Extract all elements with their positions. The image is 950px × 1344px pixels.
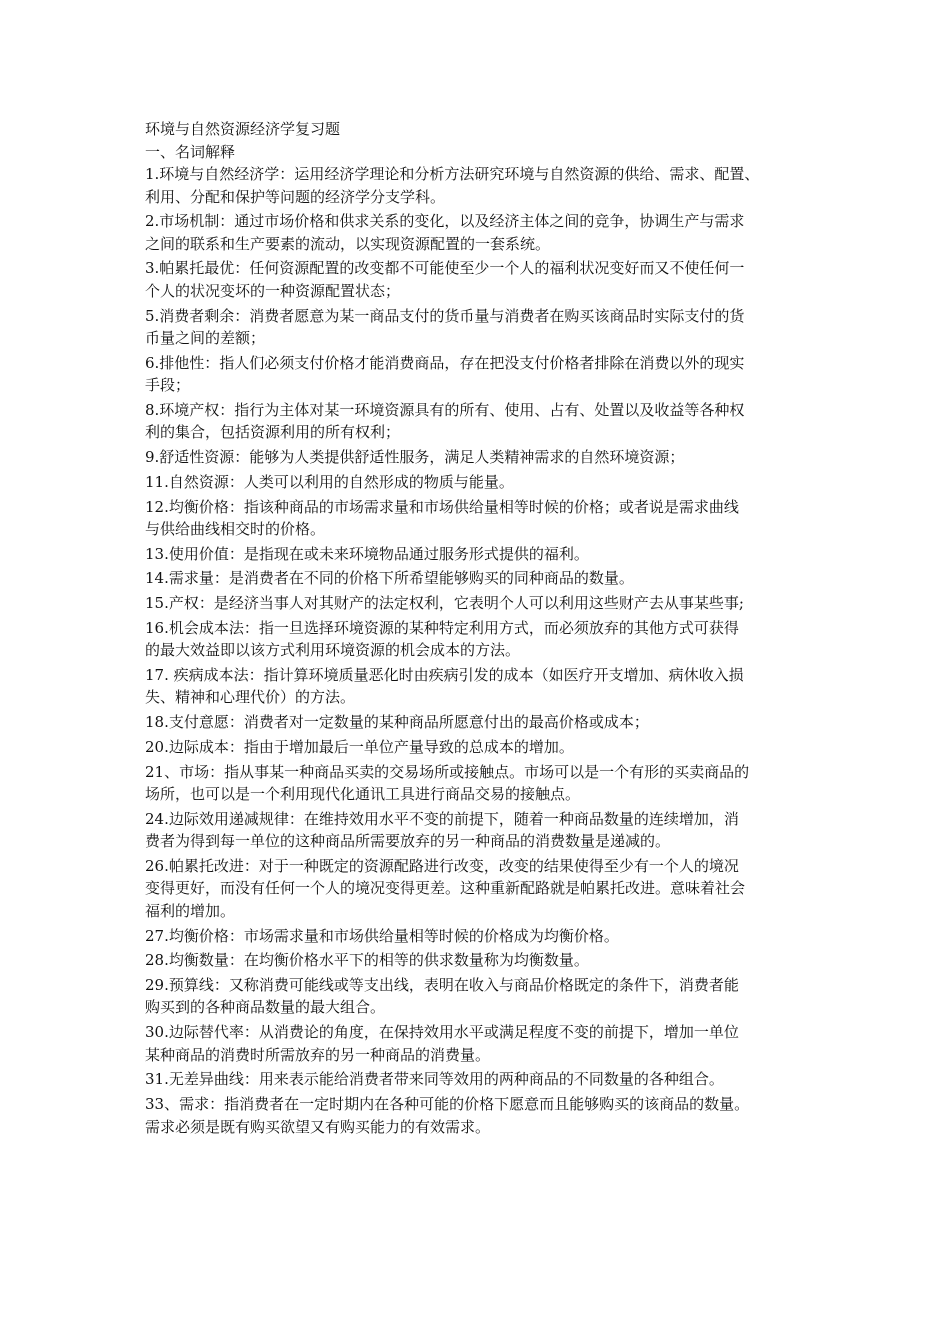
- definition-line: 币量之间的差额；: [145, 329, 266, 348]
- definition-line: 8.环境产权：指行为主体对某一环境资源具有的所有、使用、占有、处置以及收益等各种权: [145, 400, 745, 419]
- definition-line: 15.产权：是经济当事人对其财产的法定权利，它表明个人可以利用这些财产去从事某些事;: [145, 594, 744, 613]
- definition-line: 福利的增加。: [145, 901, 236, 920]
- definition-line: 26.帕累托改进：对于一种既定的资源配路进行改变，改变的结果使得至少有一个人的境况: [145, 856, 739, 875]
- definition-entry: [145, 399, 810, 444]
- definition-entry: [145, 210, 810, 255]
- definition-line: 14.需求量：是消费者在不同的价格下所希望能够购买的同种商品的数量。: [145, 569, 634, 588]
- definition-entry: [145, 808, 810, 853]
- definition-line: 某种商品的消费时所需放弃的另一种商品的消费量。: [145, 1045, 491, 1064]
- definition-entry: [145, 1068, 810, 1091]
- definition-entry: [145, 664, 810, 709]
- definition-line: 17. 疾病成本法：指计算环境质量恶化时由疾病引发的成本（如医疗开支增加、病休收入损: [145, 665, 744, 684]
- definition-line: 5.消费者剩余：消费者愿意为某一商品支付的货币量与消费者在购买该商品时实际支付的货: [145, 306, 745, 325]
- definition-line: 16.机会成本法：指一旦选择环境资源的某种特定利用方式，而必须放弃的其他方式可获得: [145, 618, 739, 637]
- document-page: [145, 118, 810, 1140]
- definition-line: 失、精神和心理代价）的方法。: [145, 688, 356, 707]
- definition-line: 的最大效益即以该方式利用环境资源的机会成本的方法。: [145, 641, 521, 660]
- definition-line: 18.支付意愿：消费者对一定数量的某种商品所愿意付出的最高价格或成本；: [145, 713, 649, 732]
- definition-line: 11.自然资源：人类可以利用的自然形成的物质与能量。: [145, 472, 514, 491]
- definition-line: 变得更好，而没有任何一个人的境况变得更差。这种重新配路就是帕累托改进。意味着社会: [145, 879, 746, 898]
- definition-line: 31.无差异曲线：用来表示能给消费者带来同等效用的两种商品的不同数量的各种组合。: [145, 1070, 724, 1089]
- definition-entry: [145, 974, 810, 1019]
- definition-entry: [145, 949, 810, 972]
- definition-line: 3.帕累托最优：任何资源配置的改变都不可能使至少一个人的福利状况变好而又不使任何一: [145, 259, 745, 278]
- definition-entry: [145, 257, 810, 302]
- definition-line: 28.均衡数量：在均衡价格水平下的相等的供求数量称为均衡数量。: [145, 951, 589, 970]
- definition-line: 场所，也可以是一个利用现代化通讯工具进行商品交易的接触点。: [145, 785, 581, 803]
- definition-line: 购买到的各种商品数量的最大组合。: [145, 998, 386, 1017]
- document-title: 环境与自然资源经济学复习题: [145, 120, 341, 138]
- definition-entry: [145, 1021, 810, 1066]
- definition-line: 21、市场：指从事某一种商品买卖的交易场所或接触点。市场可以是一个有形的买卖商品的: [145, 762, 750, 781]
- definition-line: 30.边际替代率：从消费论的角度，在保持效用水平或满足程度不变的前提下，增加一单位: [145, 1023, 739, 1042]
- definition-line: 利用、分配和保护等问题的经济学分支学科。: [145, 187, 446, 206]
- definition-entry: [145, 855, 810, 923]
- definition-line: 9.舒适性资源：能够为人类提供舒适性服务，满足人类精神需求的自然环境资源；: [145, 448, 685, 467]
- definition-line: 27.均衡价格：市场需求量和市场供给量相等时候的价格成为均衡价格。: [145, 926, 619, 945]
- definition-line: 24.边际效用递减规律：在维持效用水平不变的前提下，随着一种商品数量的连续增加，消: [145, 809, 739, 828]
- definition-entry: [145, 543, 810, 566]
- definition-line: 1.环境与自然经济学：运用经济学理论和分析方法研究环境与自然资源的供给、需求、配置、: [145, 165, 760, 183]
- definition-entry: [145, 711, 810, 734]
- definition-entry: [145, 305, 810, 350]
- definition-entry: [145, 446, 810, 469]
- definition-line: 之间的联系和生产要素的流动，以实现资源配置的一套系统。: [145, 234, 551, 253]
- definition-entry: [145, 352, 810, 397]
- definition-line: 33、需求：指消费者在一定时期内在各种可能的价格下愿意而且能够购买的该商品的数量。: [145, 1095, 750, 1113]
- definition-line: 20.边际成本：指由于增加最后一单位产量导致的总成本的增加。: [145, 737, 574, 756]
- definition-entry: [145, 736, 810, 759]
- definition-line: 29.预算线：又称消费可能线或等支出线，表明在收入与商品价格既定的条件下，消费者能: [145, 975, 739, 994]
- definition-line: 13.使用价值：是指现在或未来环境物品通过服务形式提供的福利。: [145, 544, 589, 563]
- definition-line: 手段；: [145, 376, 191, 395]
- definition-line: 6.排他性：指人们必须支付价格才能消费商品，存在把没支付价格者排除在消费以外的现实: [145, 353, 745, 372]
- definition-line: 2.市场机制：通过市场价格和供求关系的变化，以及经济主体之间的竞争，协调生产与需求: [145, 212, 745, 231]
- definition-line: 个人的状况变坏的一种资源配置状态；: [145, 281, 401, 300]
- section-heading: 一、名词解释: [145, 142, 236, 161]
- definition-entry: [145, 567, 810, 590]
- definition-entry: [145, 617, 810, 662]
- definition-entry: [145, 471, 810, 494]
- definition-line: 需求必须是既有购买欲望又有购买能力的有效需求。: [145, 1117, 491, 1136]
- definition-entry: [145, 163, 810, 208]
- definition-entry: [145, 1093, 810, 1138]
- definition-line: 费者为得到每一单位的这种商品所需要放弃的另一种商品的消费数量是递减的。: [145, 832, 671, 851]
- definition-entry: [145, 496, 810, 541]
- definition-entry: [145, 592, 810, 615]
- definition-line: 与供给曲线相交时的价格。: [145, 520, 326, 538]
- definition-line: 利的集合，包括资源利用的所有权利；: [145, 423, 401, 442]
- definition-list: [145, 163, 810, 1138]
- definition-line: 12.均衡价格：指该种商品的市场需求量和市场供给量相等时候的价格；或者说是需求曲线: [145, 497, 739, 516]
- definition-entry: [145, 925, 810, 948]
- definition-entry: [145, 761, 810, 806]
